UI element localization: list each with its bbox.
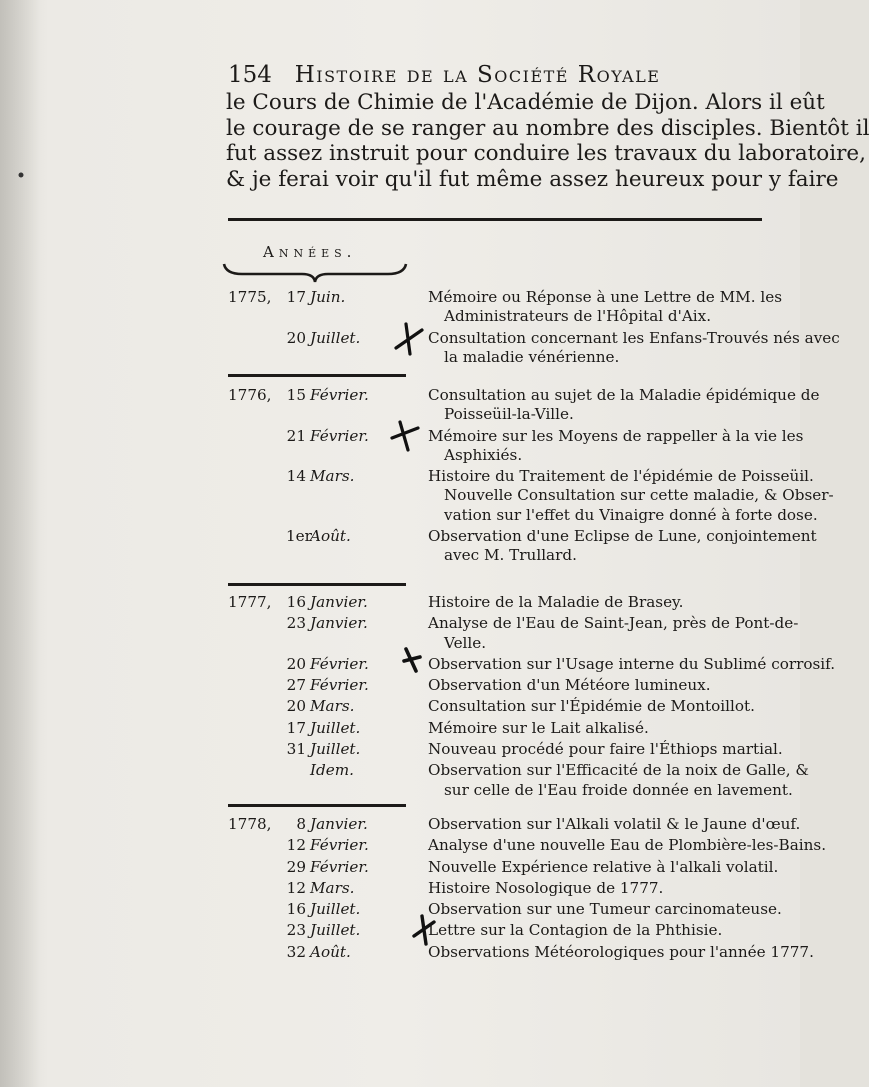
entry-month: Février. — [310, 857, 369, 876]
entry-day: 21 — [286, 426, 306, 445]
entry-month: Février. — [310, 386, 369, 404]
entry-title — [428, 676, 784, 695]
entry-title — [428, 740, 784, 759]
entry-line: Mémoire sur le Lait alkalisé. — [428, 718, 649, 737]
curly-brace — [222, 262, 408, 284]
list-item — [228, 467, 834, 525]
entry-month: Janvier. — [310, 815, 368, 833]
entry-month: Juillet. — [310, 921, 361, 940]
entry-month: Juillet. — [310, 328, 361, 347]
entry-line: Asphixiés. — [444, 445, 523, 464]
entry-title — [428, 386, 820, 425]
entry-date — [228, 879, 426, 897]
entry-date — [228, 614, 426, 632]
ink-cross-mark — [410, 912, 438, 948]
entry-line: Analyse de l'Eau de Saint-Jean, près de Pont-de- — [428, 614, 799, 633]
entry-day: 1er — [286, 527, 312, 546]
list-item — [228, 676, 784, 695]
gutter-shadow — [0, 0, 40, 1087]
intro-line: fut assez instruit pour conduire les travaux du laboratoire, — [226, 141, 866, 166]
entry-day: 14 — [286, 467, 306, 486]
entry-line: Observations Météorologiques pour l'année 1777. — [428, 942, 814, 961]
list-item — [228, 740, 784, 759]
entry-day: 27 — [286, 676, 306, 695]
ink-cross-mark — [392, 318, 426, 358]
list-item — [228, 654, 836, 674]
list-item — [228, 426, 804, 466]
entry-month: Août. — [310, 942, 351, 961]
entry-line: Consultation concernant les Enfans-Trouvés nés avec — [428, 328, 840, 347]
list-item — [228, 761, 809, 800]
entry-day: 17 — [286, 718, 306, 737]
entry-title — [428, 761, 809, 800]
entry-title — [428, 614, 799, 653]
list-item — [228, 697, 784, 716]
list-item — [228, 593, 784, 612]
entry-day: 12 — [286, 836, 306, 855]
entry-year: 1775, — [228, 288, 272, 306]
entry-month: Mars. — [310, 878, 355, 897]
entry-line: Poisseüil-la-Ville. — [444, 405, 574, 424]
entry-day: 20 — [286, 654, 306, 673]
entry-line: Observation d'une Eclipse de Lune, conjointement — [428, 527, 817, 546]
list-item — [228, 815, 801, 834]
running-head — [228, 62, 768, 88]
entry-month: Février. — [310, 426, 369, 445]
year-section-1775 — [228, 288, 840, 369]
entry-title — [428, 900, 784, 919]
entry-line: Mémoire sur les Moyens de rappeller à la vie les — [428, 426, 804, 445]
intro-line: le courage de se ranger au nombre des disciples. Bientôt il — [226, 115, 869, 141]
year-section-1778 — [228, 815, 827, 964]
entry-day: 17 — [286, 288, 306, 306]
list-item — [228, 921, 784, 940]
entry-day: 32 — [286, 942, 306, 961]
entry-day: 16 — [286, 593, 306, 611]
entry-title — [428, 426, 804, 466]
entry-day: 23 — [286, 921, 306, 940]
entry-month: Février. — [310, 676, 369, 695]
entry-day: 31 — [286, 740, 306, 759]
year-section-1776 — [228, 386, 834, 568]
entry-line: Consultation sur l'Épidémie de Montoillot. — [428, 697, 755, 716]
entry-date — [228, 697, 426, 715]
entry-day: 20 — [286, 328, 306, 347]
running-head-title: Histoire de la Société Royale — [294, 62, 661, 88]
entry-title — [428, 942, 814, 962]
entry-title — [428, 328, 840, 368]
list-item — [228, 942, 814, 962]
entry-day: 8 — [296, 815, 306, 833]
entry-date — [228, 467, 426, 485]
entry-line: Mémoire ou Réponse à une Lettre de MM. les — [428, 288, 782, 306]
section-divider — [228, 804, 406, 807]
list-item — [228, 858, 784, 877]
entry-date — [228, 676, 426, 694]
entry-year: 1778, — [228, 815, 272, 833]
entry-month: Août. — [310, 527, 351, 546]
entry-line: Administrateurs de l'Hôpital d'Aix. — [444, 307, 712, 326]
entry-date — [228, 527, 426, 545]
entry-line: Nouvelle Consultation sur cette maladie, & Obser- — [444, 486, 834, 505]
entry-line: sur celle de l'Eau froide donnée en lavement. — [444, 780, 793, 799]
entry-month: Idem. — [310, 761, 354, 780]
entry-date — [228, 921, 426, 939]
entry-line: Observation sur l'Alkali volatil & le Jaune d'œuf. — [428, 815, 801, 833]
horizontal-rule — [228, 218, 762, 221]
column-header: Années. — [263, 243, 357, 261]
entry-line: Observation sur l'Efficacité de la noix de Galle, & — [428, 761, 809, 780]
page-number: 154 — [228, 62, 272, 88]
entry-month: Juin. — [310, 288, 346, 306]
entry-date — [228, 386, 426, 404]
entry-line: Nouvelle Expérience relative à l'alkali volatil. — [428, 857, 779, 876]
entry-date — [228, 655, 426, 673]
list-item — [228, 719, 784, 738]
entry-date — [228, 858, 426, 876]
year-section-1777 — [228, 593, 836, 802]
entry-title — [428, 697, 784, 716]
entry-title — [428, 654, 836, 674]
list-item — [228, 527, 817, 566]
list-item — [228, 386, 820, 425]
entry-line: Nouveau procédé pour faire l'Éthiops martial. — [428, 740, 783, 759]
intro-paragraph — [226, 90, 869, 192]
intro-line: le Cours de Chimie de l'Académie de Dijon. Alors il eût — [226, 90, 825, 115]
entry-month: Février. — [310, 654, 369, 673]
entry-line: la maladie vénérienne. — [444, 347, 620, 366]
entry-date — [228, 288, 426, 306]
entry-date — [228, 815, 426, 833]
entry-line: vation sur l'effet du Vinaigre donné à forte dose. — [444, 505, 818, 524]
ink-speck — [16, 170, 26, 180]
entry-line: Observation sur l'Usage interne du Sublimé corrosif. — [428, 654, 836, 673]
entry-month: Février. — [310, 836, 369, 855]
entry-month: Mars. — [310, 467, 355, 486]
entry-line: Analyse d'une nouvelle Eau de Plombière-les-Bains. — [428, 836, 827, 855]
entry-month: Janvier. — [310, 614, 368, 633]
entry-day: 15 — [286, 386, 306, 404]
list-item — [228, 900, 784, 919]
entry-date — [228, 836, 426, 854]
entry-day: 16 — [286, 900, 306, 919]
list-item — [228, 614, 799, 653]
entry-title — [428, 815, 801, 834]
section-divider — [228, 374, 406, 377]
entry-day: 23 — [286, 614, 306, 633]
entry-date — [228, 740, 426, 758]
entry-title — [428, 527, 817, 566]
entry-title — [428, 858, 784, 877]
entry-line: Observation sur une Tumeur carcinomateuse. — [428, 900, 782, 919]
entry-title — [428, 719, 784, 738]
entry-date — [228, 719, 426, 737]
entry-line: avec M. Trullard. — [444, 546, 577, 565]
section-divider — [228, 583, 406, 586]
entry-day: 20 — [286, 697, 306, 716]
entry-year: 1777, — [228, 593, 272, 611]
entry-month: Juillet. — [310, 900, 361, 919]
entry-date — [228, 943, 426, 961]
entry-title — [428, 921, 784, 940]
entry-line: Consultation au sujet de la Maladie épidémique de — [428, 386, 820, 404]
entry-title — [428, 879, 784, 898]
entry-date — [228, 900, 426, 918]
entry-line: Histoire de la Maladie de Brasey. — [428, 593, 684, 611]
entry-title — [428, 467, 834, 525]
entry-title — [428, 288, 784, 327]
list-item — [228, 836, 827, 855]
list-item — [228, 879, 784, 898]
entry-month: Juillet. — [310, 740, 361, 759]
entry-year: 1776, — [228, 386, 272, 404]
entry-title — [428, 836, 827, 855]
entry-date — [228, 761, 426, 779]
list-item — [228, 328, 840, 368]
entry-month: Janvier. — [310, 593, 368, 611]
entry-line: Histoire du Traitement de l'épidémie de Poisseüil. — [428, 467, 814, 486]
entry-month: Mars. — [310, 697, 355, 716]
ink-cross-mark — [400, 645, 424, 675]
entry-day: 12 — [286, 878, 306, 897]
entry-title — [428, 593, 784, 612]
intro-line: & je ferai voir qu'il fut même assez heureux pour y faire — [226, 166, 839, 192]
entry-line: Lettre sur la Contagion de la Phthisie. — [428, 921, 723, 940]
entry-line: Observation d'un Météore lumineux. — [428, 676, 711, 695]
entry-line: Histoire Nosologique de 1777. — [428, 878, 664, 897]
entry-day: 29 — [286, 857, 306, 876]
list-item — [228, 288, 784, 327]
entry-line: Velle. — [444, 633, 487, 652]
ink-cross-mark — [388, 418, 422, 454]
entry-month: Juillet. — [310, 718, 361, 737]
entry-date — [228, 593, 426, 611]
